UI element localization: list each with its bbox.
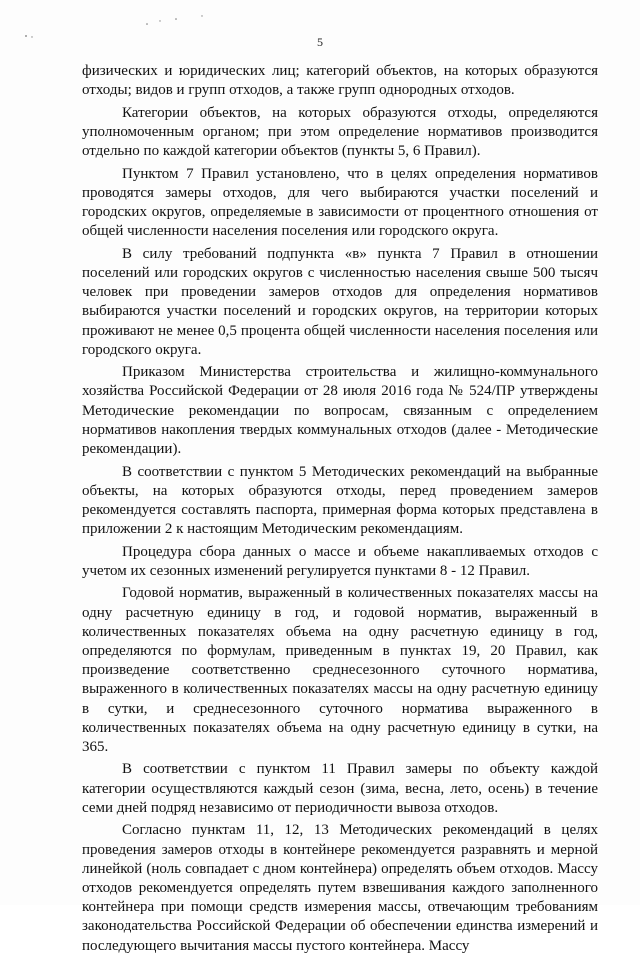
page-number: 5 — [317, 35, 323, 49]
paragraph: В соответствии с пунктом 5 Методических рекомендаций на выбранные объекты, на которых образуются отходы, перед проведением замеров рекомендуется составлять паспорта, примерная форма которых представлена в приложении 2 к настоящим Методическим рекомендациям. — [82, 463, 598, 538]
paragraph: Приказом Министерства строительства и жилищно-коммунального хозяйства Российской Федерации от 28 июля 2016 года № 524/ПР утверждены Методические рекомендации по вопросам, связанным с определением нормативов накопления твердых коммунальных отходов (далее - Методические рекомендации). — [82, 364, 598, 458]
paragraph: Категории объектов, на которых образуются отходы, определяются уполномоченным органом; при этом определение нормативов производится отдельно по каждой категории объектов (пункты 5, 6 Правил). — [82, 104, 598, 160]
paragraph: Пунктом 7 Правил установлено, что в целях определения нормативов проводятся замеры отходов, для чего выбираются участки поселений и городских округов, определяемые в зависимости от процентного отношения от общей численности населения поселения или городского округа. — [82, 165, 598, 240]
paragraph: Годовой норматив, выраженный в количественных показателях массы на одну расчетную единицу в год, и годовой норматив, выраженный в количественных показателях объема на одну расчетную единицу в год, определяются по формулам, приведенным в пунктах 19, 20 Правил, как произведение соответственно среднесезонного суточного норматива, выраженного в количественных показателях массы на одну расчетную единицу в сутки, и среднесезонного суточного норматива выраженного в количественных показателях объема на одну расчетную единицу в сутки, на 365. — [82, 585, 598, 755]
paragraph: В силу требований подпункта «в» пункта 7 Правил в отношении поселений или городских округов с численностью населения свыше 500 тысяч человек при проведении замеров отходов для определения нормативов выбираются участки поселений и городских округов, на территории которых проживают не менее 0,5 процента общей численности населения поселения или городского округа. — [82, 245, 598, 358]
paragraph: В соответствии с пунктом 11 Правил замеры по объекту каждой категории осуществляются каждый сезон (зима, весна, лето, осень) в течение семи дней подряд независимо от периодичности вывоза отходов. — [82, 761, 598, 816]
paragraph: Процедура сбора данных о массе и объеме накапливаемых отходов с учетом их сезонных изменений регулируется пунктами 8 - 12 Правил. — [82, 543, 598, 579]
paragraph: физических и юридических лиц; категорий объектов, на которых образуются отходы; видов и групп отходов, а также групп однородных отходов. — [82, 63, 598, 99]
paragraph: Согласно пунктам 11, 12, 13 Методических рекомендаций в целях проведения замеров отходы в контейнере рекомендуется разравнять и мерной линейкой (ноль совпадает с дном контейнера) определять объем отходов. Массу отходов рекомендуется определять путем взвешивания каждого заполненного контейнера при помощи средств измерения массы, отвечающим требованиям законодательства Российской Федерации об обеспечении единства измерений и последующего вычитания массы пустого контейнера. Массу — [82, 822, 598, 954]
document-body — [82, 62, 598, 959]
